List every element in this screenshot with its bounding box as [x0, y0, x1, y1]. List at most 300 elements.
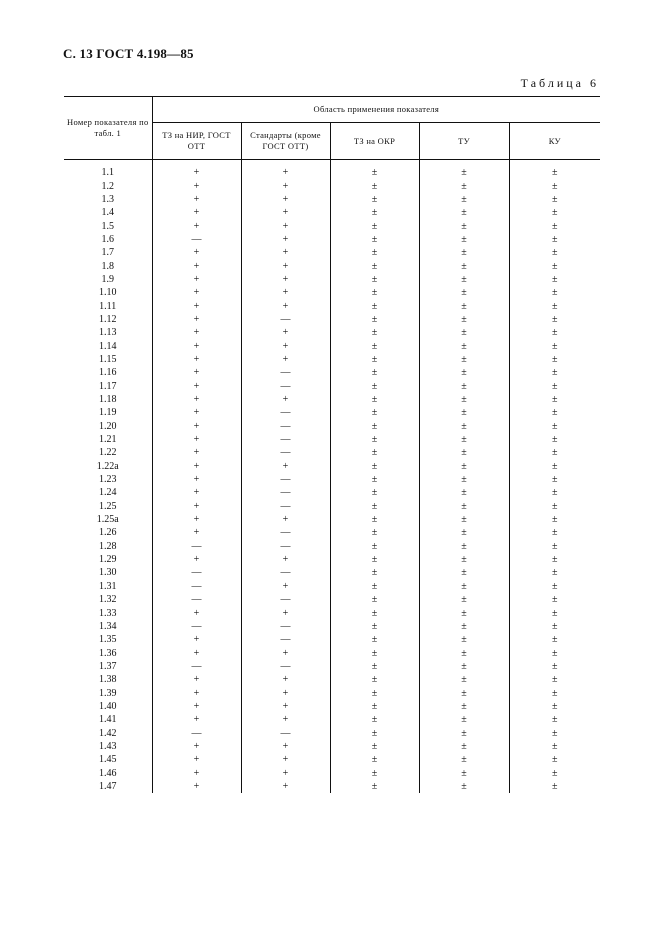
- cell-ku: ±: [552, 740, 558, 752]
- table-row: [64, 273, 600, 286]
- cell-ku: ±: [552, 407, 558, 419]
- cell-tu: ±: [419, 259, 509, 272]
- cell-ku: ±: [552, 220, 558, 232]
- cell-ku: ±: [552, 540, 558, 552]
- cell-tz-okr: ±: [330, 553, 419, 566]
- row-number: 1.20: [64, 420, 152, 433]
- row-number: 1.39: [64, 686, 152, 699]
- table-row: [64, 740, 600, 753]
- cell-ku: ±: [552, 287, 558, 299]
- cell-tu: ±: [419, 500, 509, 513]
- cell-standards: +: [241, 299, 330, 312]
- cell-standards: +: [241, 233, 330, 246]
- cell-tz-okr: ±: [330, 380, 419, 393]
- cell-ku: ±: [552, 700, 558, 712]
- cell-tz-nir: +: [152, 753, 241, 766]
- table-row: [64, 339, 600, 352]
- row-number: 1.45: [64, 753, 152, 766]
- table-row: [64, 700, 600, 713]
- cell-tz-okr: ±: [330, 446, 419, 459]
- cell-tz-okr: ±: [330, 673, 419, 686]
- cell-tz-nir: +: [152, 673, 241, 686]
- cell-tz-nir: +: [152, 366, 241, 379]
- table-row: [64, 353, 600, 366]
- cell-tz-okr: ±: [330, 326, 419, 339]
- cell-tz-nir: +: [152, 406, 241, 419]
- cell-tz-nir: +: [152, 206, 241, 219]
- cell-tu: ±: [419, 633, 509, 646]
- table-row: [64, 780, 600, 793]
- cell-ku: ±: [552, 353, 558, 365]
- cell-tz-nir: +: [152, 713, 241, 726]
- row-number: 1.46: [64, 766, 152, 779]
- cell-ku: ±: [552, 327, 558, 339]
- cell-standards: +: [241, 273, 330, 286]
- cell-tu: ±: [419, 713, 509, 726]
- cell-tz-okr: ±: [330, 313, 419, 326]
- cell-ku: ±: [552, 660, 558, 672]
- cell-ku: ±: [552, 180, 558, 192]
- cell-tz-okr: ±: [330, 540, 419, 553]
- cell-ku: ±: [552, 447, 558, 459]
- column-header-standards: Стандарты (кроме ГОСТ ОТТ): [241, 123, 330, 160]
- row-number: 1.41: [64, 713, 152, 726]
- cell-tz-okr: ±: [330, 233, 419, 246]
- cell-ku: ±: [552, 687, 558, 699]
- cell-tz-nir: +: [152, 526, 241, 539]
- cell-tu: ±: [419, 726, 509, 739]
- cell-tz-nir: +: [152, 179, 241, 192]
- applicability-table: [64, 96, 600, 793]
- cell-standards: —: [241, 406, 330, 419]
- row-number: 1.35: [64, 633, 152, 646]
- cell-standards: —: [241, 486, 330, 499]
- row-number: 1.18: [64, 393, 152, 406]
- cell-tz-okr: ±: [330, 580, 419, 593]
- table-row: [64, 246, 600, 259]
- cell-tz-okr: ±: [330, 780, 419, 793]
- table-caption: Таблица 6: [520, 76, 599, 90]
- cell-ku: ±: [552, 500, 558, 512]
- cell-tz-okr: ±: [330, 606, 419, 619]
- cell-tu: ±: [419, 233, 509, 246]
- cell-tu: ±: [419, 566, 509, 579]
- cell-tz-nir: +: [152, 433, 241, 446]
- cell-tu: ±: [419, 179, 509, 192]
- table-row: [64, 540, 600, 553]
- cell-tz-okr: ±: [330, 433, 419, 446]
- cell-standards: +: [241, 353, 330, 366]
- cell-tu: ±: [419, 326, 509, 339]
- row-number: 1.1: [64, 166, 152, 179]
- row-number: 1.16: [64, 366, 152, 379]
- cell-tu: ±: [419, 513, 509, 526]
- table-row: [64, 233, 600, 246]
- cell-tu: ±: [419, 526, 509, 539]
- table-row: [64, 660, 600, 673]
- column-header-tu: ТУ: [419, 123, 509, 160]
- cell-tz-nir: —: [152, 580, 241, 593]
- cell-tz-okr: ±: [330, 726, 419, 739]
- cell-tz-okr: ±: [330, 286, 419, 299]
- cell-tz-nir: +: [152, 420, 241, 433]
- cell-tz-okr: ±: [330, 366, 419, 379]
- table-row: [64, 566, 600, 579]
- cell-ku: ±: [552, 594, 558, 606]
- table-row: [64, 446, 600, 459]
- cell-tu: ±: [419, 206, 509, 219]
- cell-tz-okr: ±: [330, 166, 419, 179]
- cell-ku: ±: [552, 767, 558, 779]
- row-number: 1.42: [64, 726, 152, 739]
- table-row: [64, 393, 600, 406]
- cell-tu: ±: [419, 486, 509, 499]
- cell-standards: —: [241, 526, 330, 539]
- table-row: [64, 726, 600, 739]
- row-number: 1.26: [64, 526, 152, 539]
- cell-tz-nir: —: [152, 540, 241, 553]
- cell-standards: —: [241, 500, 330, 513]
- cell-standards: +: [241, 553, 330, 566]
- cell-tz-nir: +: [152, 353, 241, 366]
- cell-tu: ±: [419, 686, 509, 699]
- cell-ku: ±: [552, 674, 558, 686]
- row-number: 1.22а: [64, 460, 152, 473]
- row-number: 1.21: [64, 433, 152, 446]
- cell-tz-okr: ±: [330, 753, 419, 766]
- cell-standards: +: [241, 673, 330, 686]
- cell-tu: ±: [419, 780, 509, 793]
- table-row: [64, 286, 600, 299]
- cell-tu: ±: [419, 593, 509, 606]
- table-row: [64, 166, 600, 179]
- cell-tz-nir: +: [152, 500, 241, 513]
- cell-tz-okr: ±: [330, 179, 419, 192]
- cell-tz-nir: +: [152, 259, 241, 272]
- cell-tz-nir: —: [152, 566, 241, 579]
- cell-standards: +: [241, 166, 330, 179]
- cell-ku: ±: [552, 620, 558, 632]
- cell-tz-okr: ±: [330, 713, 419, 726]
- cell-tz-nir: +: [152, 393, 241, 406]
- cell-ku: ±: [552, 260, 558, 272]
- cell-standards: +: [241, 206, 330, 219]
- cell-ku: ±: [552, 554, 558, 566]
- cell-tz-nir: +: [152, 166, 241, 179]
- cell-ku: ±: [552, 233, 558, 245]
- cell-tu: ±: [419, 193, 509, 206]
- cell-ku: ±: [552, 340, 558, 352]
- cell-tz-okr: ±: [330, 393, 419, 406]
- cell-tz-okr: ±: [330, 686, 419, 699]
- column-header-number: Номер показателя по табл. 1: [64, 97, 152, 160]
- row-number: 1.7: [64, 246, 152, 259]
- cell-tz-okr: ±: [330, 206, 419, 219]
- row-number: 1.5: [64, 219, 152, 232]
- cell-ku: ±: [552, 714, 558, 726]
- cell-standards: +: [241, 460, 330, 473]
- cell-standards: +: [241, 393, 330, 406]
- cell-tz-nir: +: [152, 246, 241, 259]
- cell-tz-nir: +: [152, 339, 241, 352]
- cell-standards: —: [241, 593, 330, 606]
- cell-tz-nir: +: [152, 646, 241, 659]
- cell-standards: +: [241, 580, 330, 593]
- table-row: [64, 433, 600, 446]
- cell-tu: ±: [419, 700, 509, 713]
- cell-standards: +: [241, 286, 330, 299]
- cell-ku: ±: [552, 420, 558, 432]
- cell-standards: —: [241, 433, 330, 446]
- cell-tu: ±: [419, 166, 509, 179]
- row-number: 1.36: [64, 646, 152, 659]
- cell-tz-okr: ±: [330, 700, 419, 713]
- table-row: [64, 673, 600, 686]
- cell-tz-okr: ±: [330, 299, 419, 312]
- cell-ku: ±: [552, 607, 558, 619]
- cell-ku: ±: [552, 300, 558, 312]
- table-body: [64, 160, 600, 794]
- cell-tz-nir: —: [152, 660, 241, 673]
- cell-standards: —: [241, 620, 330, 633]
- cell-standards: —: [241, 660, 330, 673]
- cell-tz-nir: +: [152, 326, 241, 339]
- table-row: [64, 380, 600, 393]
- cell-ku: ±: [552, 580, 558, 592]
- cell-tz-nir: +: [152, 193, 241, 206]
- table-row: [64, 326, 600, 339]
- cell-standards: +: [241, 339, 330, 352]
- table-row: [64, 193, 600, 206]
- cell-tu: ±: [419, 420, 509, 433]
- cell-standards: —: [241, 420, 330, 433]
- table-row: [64, 313, 600, 326]
- row-number: 1.12: [64, 313, 152, 326]
- cell-ku: ±: [552, 460, 558, 472]
- table-row: [64, 179, 600, 192]
- row-number: 1.24: [64, 486, 152, 499]
- cell-tz-okr: ±: [330, 259, 419, 272]
- cell-tu: ±: [419, 380, 509, 393]
- cell-ku: ±: [552, 474, 558, 486]
- table-row: [64, 460, 600, 473]
- cell-tu: ±: [419, 366, 509, 379]
- row-number: 1.33: [64, 606, 152, 619]
- cell-tz-nir: +: [152, 219, 241, 232]
- cell-tu: ±: [419, 446, 509, 459]
- cell-tz-nir: —: [152, 726, 241, 739]
- cell-tu: ±: [419, 433, 509, 446]
- cell-tu: ±: [419, 406, 509, 419]
- cell-ku: ±: [552, 367, 558, 379]
- cell-standards: +: [241, 193, 330, 206]
- row-number: 1.3: [64, 193, 152, 206]
- cell-tz-nir: +: [152, 460, 241, 473]
- cell-tu: ±: [419, 473, 509, 486]
- cell-tz-okr: ±: [330, 193, 419, 206]
- cell-ku: ±: [552, 207, 558, 219]
- cell-tu: ±: [419, 286, 509, 299]
- row-number: 1.11: [64, 299, 152, 312]
- row-number: 1.25а: [64, 513, 152, 526]
- cell-ku: ±: [552, 727, 558, 739]
- cell-tu: ±: [419, 219, 509, 232]
- cell-standards: —: [241, 473, 330, 486]
- cell-standards: —: [241, 313, 330, 326]
- cell-ku: ±: [552, 380, 558, 392]
- cell-tz-nir: +: [152, 606, 241, 619]
- page-header: С. 13 ГОСТ 4.198—85: [63, 46, 194, 61]
- row-number: 1.14: [64, 339, 152, 352]
- cell-standards: —: [241, 446, 330, 459]
- cell-tz-nir: —: [152, 620, 241, 633]
- row-number: 1.29: [64, 553, 152, 566]
- row-number: 1.10: [64, 286, 152, 299]
- cell-tz-okr: ±: [330, 513, 419, 526]
- column-header-tz-nir: ТЗ на НИР, ГОСТ ОТТ: [152, 123, 241, 160]
- row-number: 1.23: [64, 473, 152, 486]
- cell-tz-okr: ±: [330, 339, 419, 352]
- cell-tz-nir: —: [152, 233, 241, 246]
- table-row: [64, 606, 600, 619]
- row-number: 1.38: [64, 673, 152, 686]
- cell-tu: ±: [419, 740, 509, 753]
- cell-standards: —: [241, 566, 330, 579]
- cell-tu: ±: [419, 660, 509, 673]
- cell-tz-okr: ±: [330, 766, 419, 779]
- cell-tz-nir: —: [152, 593, 241, 606]
- cell-tu: ±: [419, 393, 509, 406]
- cell-ku: ±: [552, 434, 558, 446]
- cell-ku: ±: [552, 527, 558, 539]
- table-row: [64, 526, 600, 539]
- cell-standards: +: [241, 753, 330, 766]
- row-number: 1.30: [64, 566, 152, 579]
- cell-tu: ±: [419, 766, 509, 779]
- cell-ku: ±: [552, 247, 558, 259]
- cell-tz-nir: +: [152, 686, 241, 699]
- cell-standards: —: [241, 380, 330, 393]
- table-row: [64, 593, 600, 606]
- cell-tz-okr: ±: [330, 353, 419, 366]
- table-row: [64, 219, 600, 232]
- cell-tu: ±: [419, 299, 509, 312]
- cell-tu: ±: [419, 313, 509, 326]
- table-row: [64, 553, 600, 566]
- cell-tz-nir: +: [152, 633, 241, 646]
- column-header-group: Область применения показателя: [152, 97, 600, 123]
- cell-tu: ±: [419, 540, 509, 553]
- cell-standards: +: [241, 740, 330, 753]
- row-number: 1.40: [64, 700, 152, 713]
- table-row: [64, 420, 600, 433]
- row-number: 1.6: [64, 233, 152, 246]
- cell-ku: ±: [552, 514, 558, 526]
- cell-tz-okr: ±: [330, 646, 419, 659]
- cell-tz-nir: +: [152, 446, 241, 459]
- cell-tz-nir: +: [152, 513, 241, 526]
- cell-ku: ±: [552, 193, 558, 205]
- table-row: [64, 766, 600, 779]
- cell-tz-nir: +: [152, 486, 241, 499]
- row-number: 1.8: [64, 259, 152, 272]
- cell-tz-nir: +: [152, 766, 241, 779]
- cell-ku: ±: [552, 780, 558, 792]
- cell-tu: ±: [419, 246, 509, 259]
- table-row: [64, 633, 600, 646]
- cell-tz-nir: +: [152, 473, 241, 486]
- table-row: [64, 206, 600, 219]
- table-row: [64, 580, 600, 593]
- row-number: 1.28: [64, 540, 152, 553]
- cell-tu: ±: [419, 646, 509, 659]
- cell-tz-okr: ±: [330, 633, 419, 646]
- row-number: 1.2: [64, 179, 152, 192]
- cell-tz-nir: +: [152, 780, 241, 793]
- cell-ku: ±: [552, 647, 558, 659]
- cell-ku: ±: [552, 634, 558, 646]
- cell-tz-okr: ±: [330, 526, 419, 539]
- cell-standards: +: [241, 219, 330, 232]
- cell-standards: +: [241, 646, 330, 659]
- cell-tu: ±: [419, 353, 509, 366]
- table-row: [64, 646, 600, 659]
- cell-ku: ±: [552, 567, 558, 579]
- cell-standards: +: [241, 606, 330, 619]
- row-number: 1.43: [64, 740, 152, 753]
- cell-tz-okr: ±: [330, 566, 419, 579]
- row-number: 1.22: [64, 446, 152, 459]
- table-row: [64, 259, 600, 272]
- cell-tu: ±: [419, 620, 509, 633]
- row-number: 1.9: [64, 273, 152, 286]
- cell-tz-okr: ±: [330, 500, 419, 513]
- cell-tz-okr: ±: [330, 473, 419, 486]
- cell-tz-okr: ±: [330, 486, 419, 499]
- cell-ku: ±: [552, 313, 558, 325]
- table-row: [64, 753, 600, 766]
- cell-ku: ±: [552, 167, 558, 179]
- row-number: 1.32: [64, 593, 152, 606]
- cell-tu: ±: [419, 606, 509, 619]
- cell-standards: +: [241, 326, 330, 339]
- cell-tz-okr: ±: [330, 660, 419, 673]
- row-number: 1.47: [64, 780, 152, 793]
- cell-tu: ±: [419, 673, 509, 686]
- cell-tz-nir: +: [152, 553, 241, 566]
- cell-tz-nir: +: [152, 313, 241, 326]
- row-number: 1.19: [64, 406, 152, 419]
- row-number: 1.34: [64, 620, 152, 633]
- cell-tz-okr: ±: [330, 740, 419, 753]
- table-row: [64, 406, 600, 419]
- cell-tz-okr: ±: [330, 593, 419, 606]
- cell-standards: +: [241, 700, 330, 713]
- cell-ku: ±: [552, 273, 558, 285]
- row-number: 1.4: [64, 206, 152, 219]
- cell-standards: —: [241, 726, 330, 739]
- cell-tz-okr: ±: [330, 420, 419, 433]
- cell-tz-okr: ±: [330, 620, 419, 633]
- cell-standards: —: [241, 540, 330, 553]
- cell-tz-okr: ±: [330, 246, 419, 259]
- cell-tu: ±: [419, 339, 509, 352]
- cell-ku: ±: [552, 394, 558, 406]
- cell-tz-okr: ±: [330, 273, 419, 286]
- cell-standards: —: [241, 366, 330, 379]
- cell-tz-nir: +: [152, 700, 241, 713]
- cell-tu: ±: [419, 580, 509, 593]
